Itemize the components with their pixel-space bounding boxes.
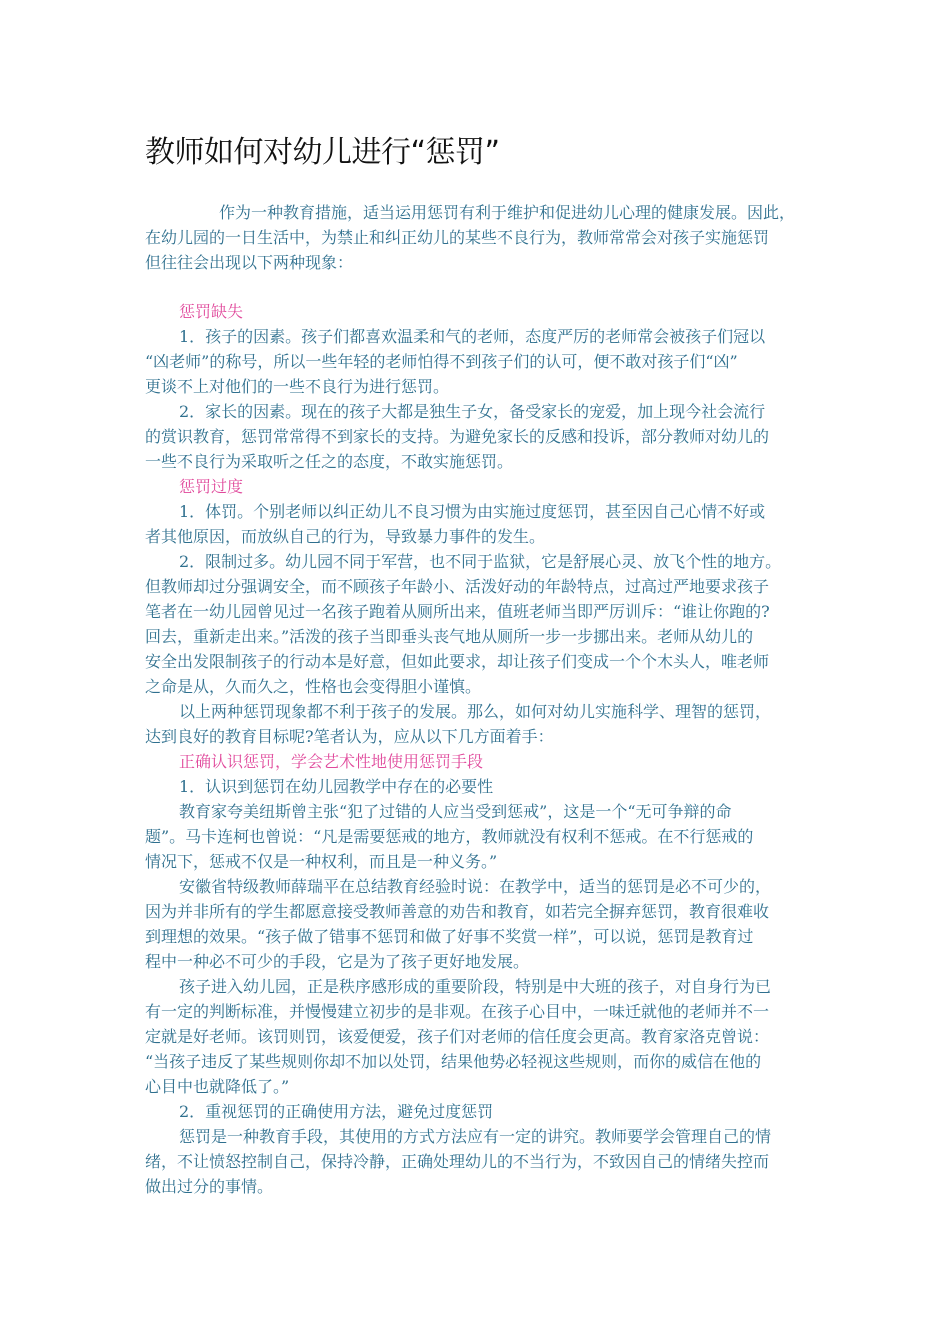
paragraph-line: 以上两种惩罚现象都不利于孩子的发展。那么，如何对幼儿实施科学、理智的惩罚，: [179, 702, 772, 721]
paragraph-line: 回去，重新走出来。”活泼的孩子当即垂头丧气地从厕所一步一步挪出来。老师从幼儿的: [145, 627, 754, 646]
paragraph-line: 笔者在一幼儿园曾见过一名孩子跑着从厕所出来，值班老师当即严厉训斥：“谁让你跑的?: [145, 602, 770, 621]
paragraph-line: 教育家夸美纽斯曾主张“犯了过错的人应当受到惩戒”，这是一个“无可争辩的命: [179, 802, 732, 821]
paragraph-line: 到理想的效果。“孩子做了错事不惩罚和做了好事不奖赏一样”，可以说，惩罚是教育过: [145, 927, 754, 946]
paragraph-line: 情况下，惩戒不仅是一种权利，而且是一种义务。”: [145, 852, 498, 871]
section-heading: 惩罚过度: [179, 477, 244, 496]
paragraph-line: 2．重视惩罚的正确使用方法，避免过度惩罚: [179, 1102, 494, 1121]
paragraph-line: 更谈不上对他们的一些不良行为进行惩罚。: [145, 377, 450, 396]
paragraph-line: 有一定的判断标准，并慢慢建立初步的是非观。在孩子心目中，一味迁就他的老师并不一: [145, 1002, 770, 1021]
intro-line: 作为一种教育措施，适当运用惩罚有利于维护和促进幼儿心理的健康发展。因此，: [219, 203, 796, 222]
paragraph-line: 2．限制过多。幼儿园不同于军营，也不同于监狱，它是舒展心灵、放飞个性的地方。: [179, 552, 782, 571]
section-heading: 正确认识惩罚，学会艺术性地使用惩罚手段: [179, 752, 484, 771]
paragraph-line: 因为并非所有的学生都愿意接受教师善意的劝告和教育，如若完全摒弃惩罚，教育很难收: [145, 902, 770, 921]
paragraph-line: 1．认识到惩罚在幼儿园教学中存在的必要性: [179, 777, 494, 796]
paragraph-line: 做出过分的事情。: [145, 1177, 274, 1196]
paragraph-line: 1．体罚。个别老师以纠正幼儿不良习惯为由实施过度惩罚，甚至因自己心情不好或: [179, 502, 766, 521]
paragraph-line: 惩罚是一种教育手段，其使用的方式方法应有一定的讲究。教师要学会管理自己的情: [179, 1127, 772, 1146]
paragraph-line: 孩子进入幼儿园，正是秩序感形成的重要阶段，特别是中大班的孩子，对自身行为已: [179, 977, 772, 996]
paragraph-line: 程中一种必不可少的手段，它是为了孩子更好地发展。: [145, 952, 530, 971]
intro-line: 但往往会出现以下两种现象：: [145, 253, 354, 272]
paragraph-line: “当孩子违反了某些规则你却不加以处罚，结果他势必轻视这些规则，而你的威信在他的: [145, 1052, 762, 1071]
paragraph-line: 之命是从，久而久之，性格也会变得胆小谨慎。: [145, 677, 482, 696]
paragraph-line: 绪，不让愤怒控制自己，保持冷静，正确处理幼儿的不当行为，不致因自己的情绪失控而: [145, 1152, 770, 1171]
intro-line: 在幼儿园的一日生活中，为禁止和纠正幼儿的某些不良行为，教师常常会对孩子实施惩罚: [145, 228, 770, 247]
paragraph-line: 者其他原因，而放纵自己的行为，导致暴力事件的发生。: [145, 527, 546, 546]
paragraph-line: “凶老师”的称号，所以一些年轻的老师怕得不到孩子们的认可，便不敢对孩子们“凶”: [145, 352, 738, 371]
paragraph-line: 安全出发限制孩子的行动本是好意，但如此要求，却让孩子们变成一个个木头人，唯老师: [145, 652, 770, 671]
paragraph-line: 的赏识教育，惩罚常常得不到家长的支持。为避免家长的反感和投诉，部分教师对幼儿的: [145, 427, 770, 446]
paragraph-line: 但教师却过分强调安全，而不顾孩子年龄小、活泼好动的年龄特点，过高过严地要求孩子: [145, 577, 770, 596]
paragraph-line: 2．家长的因素。现在的孩子大都是独生子女，备受家长的宠爱，加上现今社会流行: [179, 402, 766, 421]
paragraph-line: 心目中也就降低了。”: [145, 1077, 290, 1096]
paragraph-line: 一些不良行为采取听之任之的态度，不敢实施惩罚。: [145, 452, 514, 471]
paragraph-line: 1．孩子的因素。孩子们都喜欢温柔和气的老师，态度严厉的老师常会被孩子们冠以: [179, 327, 766, 346]
paragraph-line: 达到良好的教育目标呢?笔者认为，应从以下几方面着手：: [145, 727, 554, 746]
document-title: 教师如何对幼儿进行“惩罚”: [145, 135, 500, 170]
paragraph-line: 题”。马卡连柯也曾说：“凡是需要惩戒的地方，教师就没有权利不惩戒。在不行惩戒的: [145, 827, 754, 846]
paragraph-line: 安徽省特级教师薛瑞平在总结教育经验时说：在教学中，适当的惩罚是必不可少的，: [179, 877, 772, 896]
section-heading: 惩罚缺失: [179, 302, 244, 321]
paragraph-line: 定就是好老师。该罚则罚，该爱便爱，孩子们对老师的信任度会更高。教育家洛克曾说：: [145, 1027, 770, 1046]
